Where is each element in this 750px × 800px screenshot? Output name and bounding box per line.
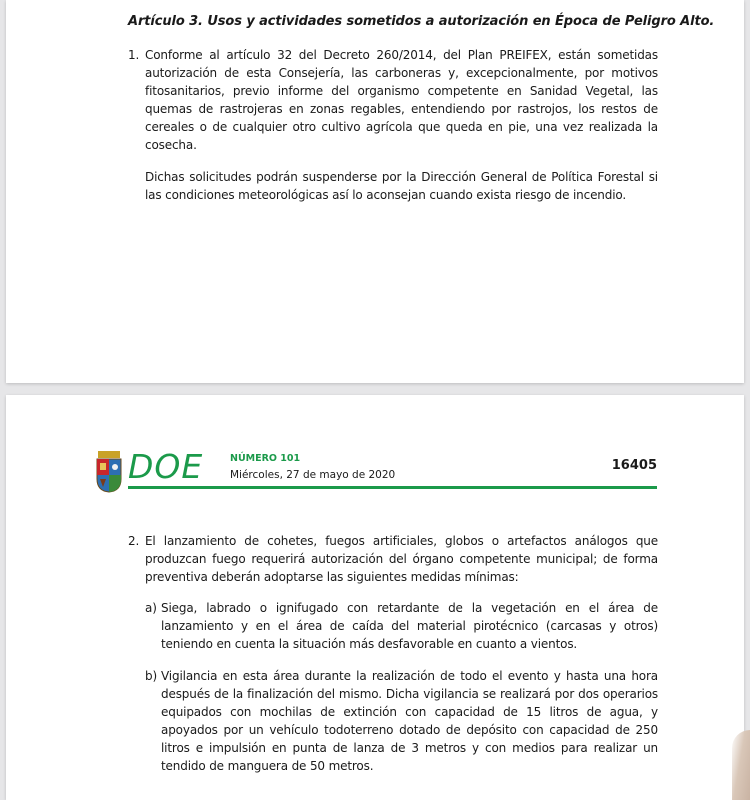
article-title: Artículo 3. Usos y actividades sometidos a autorización en Época de Peligro Alto. [128, 14, 715, 29]
page-number: 16405 [611, 458, 657, 473]
paragraph-2-text: El lanzamiento de cohetes, fuegos artificiales, globos o artefactos análogos que produzcan fuego requerirá autorización del órgano competente municipal; de forma preventiva deberán adoptarse las siguientes medidas mínimas: [145, 534, 658, 584]
list-item-a [145, 599, 658, 653]
paragraph-2-number: 2. [128, 534, 140, 548]
paragraph-1-text: Conforme al artículo 32 del Decreto 260/2014, del Plan PREIFEX, están sometidas autorización de esta Consejería, las carboneras y, excepcionalmente, por motivos fitosanitarios, previo informe del organismo competente en Sanidad Vegetal, las quemas de rastrojeras en zonas regables, entendiendo por rastrojos, los restos de cereales o de cualquier otro cultivo agrícola que queda en pie, una vez realizada la cosecha. [145, 48, 658, 152]
list-item-b-label: b) [145, 669, 157, 683]
paragraph-1-continuation: Dichas solicitudes podrán suspenderse por la Dirección General de Política Forestal si las condiciones meteorológicas así lo aconsejan cuando exista riesgo de incendio. [145, 170, 658, 202]
paragraph-1 [128, 46, 658, 154]
paragraph-1-number: 1. [128, 48, 140, 62]
doe-logo: DOE [128, 447, 204, 486]
extremadura-crest-icon [94, 451, 124, 493]
finger-shadow [732, 730, 750, 800]
list-item-a-text: Siega, labrado o ignifugado con retardante de la vegetación en el área de lanzamiento y en el área de caída del material pirotécnico (carcasas y otros) teniendo en cuenta la situación más desfavorable en cuanto a vientos. [161, 601, 658, 651]
issue-date: Miércoles, 27 de mayo de 2020 [230, 469, 396, 481]
header-divider [128, 486, 657, 489]
document-page-top [6, 0, 744, 383]
list-item-b [145, 667, 658, 775]
document-page-bottom [6, 395, 744, 800]
list-item-a-label: a) [145, 601, 157, 615]
issue-number: NÚMERO 101 [230, 453, 301, 464]
paragraph-2 [128, 532, 658, 586]
list-item-b-text: Vigilancia en esta área durante la realización de todo el evento y hasta una hora después de la finalización del mismo. Dicha vigilancia se realizará por dos operarios equipados con mochilas de extinción con capacidad de 15 litros de agua, y apoyados por un vehículo todoterreno dotado de depósito con capacidad de 250 litros e impulsión en punta de lanza de 3 metros y con medios para realizar un tendido de manguera de 50 metros. [161, 669, 658, 773]
